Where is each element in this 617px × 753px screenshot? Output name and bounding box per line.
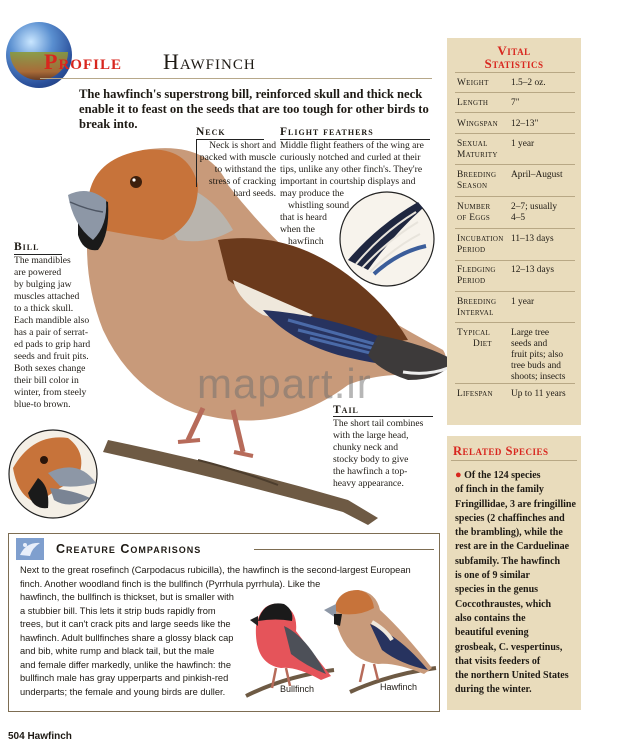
vital-label-line: of Eggs <box>457 213 491 223</box>
vital-value-line: fruit pits; also <box>511 350 564 360</box>
vital-divider <box>455 383 575 384</box>
vital-divider <box>455 228 575 229</box>
related-line: beautiful evening <box>455 627 529 639</box>
tail-line: chunky neck and <box>333 442 399 453</box>
related-species-title: Related Species <box>453 444 549 458</box>
related-line <box>455 468 577 483</box>
vital-label <box>457 139 507 161</box>
creature-comparisons-title: Creature Comparisons <box>56 542 202 556</box>
related-line: also contains the <box>455 612 526 624</box>
bullfinch-caption: Bullfinch <box>280 684 315 694</box>
comparison-line: hawfinch. Adult bullfinches share a glossy black cap <box>20 632 234 643</box>
bullet-icon: ● <box>455 469 462 481</box>
related-line: rest are in the Carduelinae <box>455 541 570 553</box>
related-line: the northern United States <box>455 670 569 682</box>
related-line: is one of 9 similar <box>455 570 530 582</box>
vital-value-line: shoots; insects <box>511 372 566 382</box>
related-line: that visits feeders of <box>455 655 541 667</box>
comparison-line: a stubbier bill. This lets it strip buds rapidly from <box>20 605 216 616</box>
related-line: species in the genus <box>455 584 539 596</box>
vital-label-line: Maturity <box>457 150 498 160</box>
bill-line: seeds and fruit pits. <box>14 351 89 362</box>
bill-line: are powered <box>14 267 62 278</box>
comparison-line: bullfinch male has gray upperparts and pinkish-red <box>20 673 229 683</box>
vital-divider <box>455 72 575 73</box>
vital-divider <box>455 92 575 93</box>
header-rule <box>40 78 432 79</box>
vital-label-line: Diet <box>473 339 492 349</box>
vital-value: Up to 11 years <box>511 389 566 399</box>
comparison-line: trees, but it can't crack pits and large seeds like the <box>20 619 231 629</box>
vital-divider <box>455 164 575 165</box>
vital-value-line: Large tree <box>511 328 550 338</box>
bill-line: by bulging jaw <box>14 279 72 290</box>
vital-value <box>511 202 581 224</box>
watermark: mapart.ir <box>197 360 372 407</box>
flight-line: may produce the <box>280 188 344 199</box>
vital-label-line: Season <box>457 181 488 191</box>
vital-divider <box>455 260 575 261</box>
bill-line: to a thick skull. <box>14 303 74 314</box>
vital-value: April–August <box>511 170 563 180</box>
vital-value-line: seeds and <box>511 339 548 349</box>
vital-value: 1.5–2 oz. <box>511 78 546 88</box>
related-line-text: Of the 124 species <box>464 470 541 481</box>
flight-line: that is heard <box>280 212 327 223</box>
comparison-line: and female differ markedly, unlike the hawfinch: the <box>20 659 232 670</box>
neck-line: hard seeds. <box>233 188 276 199</box>
vital-label: Weight <box>457 78 489 88</box>
tail-line: The short tail combines <box>333 418 424 429</box>
vital-label <box>457 234 507 256</box>
tail-line: heavy appearance. <box>333 478 404 489</box>
comparison-line: and bib, white rump and black tail, but the male <box>20 646 215 656</box>
vital-value-line: 2–7; usually <box>511 202 558 212</box>
tail-line: stocky body to give <box>333 454 409 465</box>
vital-statistics-title <box>447 44 581 70</box>
vital-label-line: Breeding <box>457 170 497 180</box>
vital-label <box>457 170 507 192</box>
flight-line: whistling sound <box>288 200 350 211</box>
flight-line: hawfinch <box>288 236 324 247</box>
bill-callout-title: Bill <box>14 241 40 253</box>
vital-label-line: Period <box>457 276 486 286</box>
flight-line: Middle flight feathers of the wing are <box>280 140 424 151</box>
related-line: species (2 chaffinches and <box>455 512 565 524</box>
vital-divider <box>455 133 575 134</box>
vital-value-line: tree buds and <box>511 361 561 371</box>
vital-divider <box>455 196 575 197</box>
vital-title-line: Statistics <box>484 56 544 71</box>
related-line: of finch in the family <box>455 484 544 496</box>
flight-line: tips, unlike any other finch's. They're <box>280 164 423 175</box>
related-species-text <box>455 468 577 698</box>
vital-value: 12–13" <box>511 119 539 129</box>
hawfinch-caption: Hawfinch <box>380 682 418 692</box>
comparison-line: Next to the great rosefinch (Carpodacus rubicilla), the hawfinch is the second-largest European <box>20 565 411 575</box>
wing-detail-inset <box>338 190 436 288</box>
page-footer: 504 Hawfinch <box>8 731 72 742</box>
vital-divider <box>455 291 575 292</box>
vital-label <box>457 328 507 350</box>
hawfinch-comparison-illustration <box>320 584 438 696</box>
vital-label-line: Fledging <box>457 265 496 275</box>
page-title: Hawfinch <box>163 49 256 74</box>
bill-line: The mandibles <box>14 255 71 266</box>
bill-line: blue-to brown. <box>14 399 71 410</box>
vital-divider <box>455 112 575 113</box>
bill-line: has a pair of serrat- <box>14 327 89 338</box>
vital-divider <box>455 322 575 323</box>
tail-callout-text <box>333 418 445 490</box>
vital-value: 7" <box>511 98 520 108</box>
vital-label <box>457 202 507 224</box>
vital-label-line: Interval <box>457 308 494 318</box>
related-line: subfamily. The hawfinch <box>455 555 561 567</box>
related-species-rule <box>451 460 577 461</box>
neck-line: stress of cracking <box>208 176 276 187</box>
bill-detail-inset <box>8 428 98 520</box>
vital-label-line: Period <box>457 245 486 255</box>
neck-callout-title: Neck <box>196 126 226 138</box>
neck-line: packed with muscle <box>199 152 276 163</box>
neck-line: Neck is short and <box>209 140 276 151</box>
bill-line: Both sexes change <box>14 363 86 374</box>
vital-label: Lifespan <box>457 389 493 399</box>
vital-value: 1 year <box>511 297 535 307</box>
vital-value: 1 year <box>511 139 535 149</box>
vital-title-line: Vital <box>497 43 531 58</box>
tail-line: the hawfinch a top- <box>333 466 408 477</box>
comparison-line: underparts; the female and young birds are duller. <box>20 686 226 697</box>
bill-line: Each mandible also <box>14 315 90 326</box>
vital-label-line: Typical <box>457 328 491 338</box>
comparison-line: hawfinch, the bullfinch is thickset, but is smaller with <box>20 592 234 602</box>
vital-value-line: 4–5 <box>511 213 526 223</box>
related-line: Fringillidae, 3 are fringilline <box>455 498 576 510</box>
comparison-line: finch. Another woodland finch is the bullfinch (Pyrrhula pyrrhula). Like the <box>20 578 321 589</box>
intro-text: The hawfinch's superstrong bill, reinforced skull and thick neck enable it to feast on the seeds that are too tough for other birds to break into. <box>79 87 429 131</box>
vital-label: Wingspan <box>457 119 498 129</box>
vital-label <box>457 265 507 287</box>
related-line: the brambling), while the <box>455 527 563 539</box>
bill-line: muscles attached <box>14 291 80 302</box>
flight-callout-title: Flight feathers <box>280 126 374 138</box>
creature-comparisons-rule <box>254 549 434 550</box>
related-line: Coccothraustes, which <box>455 598 552 610</box>
bill-line: ed pads to grip hard <box>14 339 91 350</box>
neck-line: to withstand the <box>214 164 276 175</box>
tail-callout-title: Tail <box>333 404 359 416</box>
bill-line: their bill color in <box>14 375 79 386</box>
flight-line: when the <box>280 224 315 235</box>
bill-callout-text <box>14 255 102 411</box>
related-line: during the winter. <box>455 684 532 696</box>
vital-label <box>457 297 507 319</box>
flight-line: curiously notched and curled at their <box>280 152 421 163</box>
vital-label: Length <box>457 98 489 108</box>
vital-value: 12–13 days <box>511 265 554 275</box>
vital-value <box>511 328 581 383</box>
vital-label-line: Incubation <box>457 234 504 244</box>
tail-callout-rule <box>333 416 433 417</box>
bill-line: winter, from steely <box>14 387 87 398</box>
profile-label: Profile <box>44 49 122 74</box>
tail-line: with the large head, <box>333 430 409 441</box>
comparison-icon <box>16 538 44 560</box>
flight-line: important in courtship displays and <box>280 176 416 187</box>
neck-callout-text <box>196 140 276 200</box>
vital-label-line: Breeding <box>457 297 497 307</box>
vital-label-line: Sexual <box>457 139 488 149</box>
related-line: grosbeak, C. vespertinus, <box>455 641 563 653</box>
vital-value: 11–13 days <box>511 234 554 244</box>
vital-label-line: Number <box>457 202 491 212</box>
